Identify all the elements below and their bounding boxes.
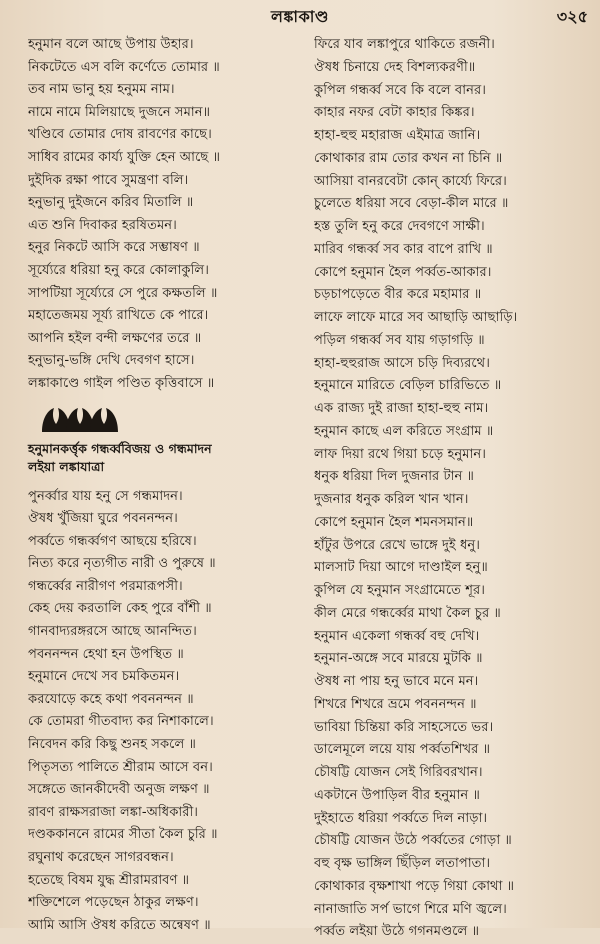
ornament-divider: [40, 404, 303, 436]
verse-block-bottom: [28, 486, 303, 938]
verse-line: কুপিল গন্ধর্ব্ব সবে কি বলে বানর।: [314, 82, 486, 98]
verse-line: করযোড়ে কহে কথা পবননন্দন ॥: [28, 691, 194, 707]
verse-line: এক রাজ্য দুই রাজা হাহা-হুহু নাম।: [314, 401, 489, 416]
verse-line: এত শুনি দিবাকর হরষিতমন।: [28, 217, 177, 233]
verse-line: কে তোমরা গীতবাদ্য কর নিশাকালে।: [28, 714, 214, 730]
verse-line: হতেছে বিষম যুদ্ধ শ্রীরামরাবণ ॥: [28, 872, 190, 888]
verse-line: হনুমান কাছে এল করিতে সংগ্রাম ॥: [314, 423, 494, 439]
verse-line: খণ্ডিবে তোমার দোষ রাবণের কাছে।: [28, 127, 212, 143]
verse-line: পবননন্দন হেথা হন উপস্থিত ॥: [28, 646, 184, 662]
verse-line: পিতৃসত্য পালিতে শ্রীরাম আসে বন।: [28, 759, 213, 775]
verse-block-right: [314, 34, 594, 944]
verse-line: লাফ দিয়া রথে গিয়া চড়ে হনুমান।: [314, 446, 487, 462]
verse-line: শিখরে শিখরে ভ্রমে পবননন্দন ॥: [314, 696, 477, 712]
verse-line: হনুমান বলে আছে উপায় উহার।: [28, 37, 194, 52]
verse-line: মারিব গন্ধর্ব্ব সব কার বাপে রাখি ॥: [314, 241, 493, 257]
verse-line: মহাতেজময় সূর্য্য রাখিতে কে পারে।: [28, 308, 209, 324]
verse-line: নিকটেতে এস বলি কর্ণেতে তোমার ॥: [28, 59, 220, 75]
verse-line: রঘুনাথ করেছেন সাগরবন্ধন।: [28, 850, 174, 865]
verse-line: কোপে হনুমান হৈল পর্ব্বত-আকার।: [314, 264, 492, 280]
verse-line: ঔষধ না পায় হনু ভাবে মনে মন।: [314, 674, 479, 689]
verse-line: নামে নামে মিলিয়াছে দুজনে সমান॥: [28, 104, 211, 120]
verse-line: বহু বৃক্ষ ভাঙ্গিল ছিঁড়িল লতাপাতা।: [314, 856, 491, 871]
verse-line: কুপিল যে হনুমান সংগ্রামেতে শূর।: [314, 583, 485, 598]
verse-line: ঔষধ খুঁজিয়া ঘুরে পবননন্দন।: [28, 511, 178, 527]
verse-line: কোপে হনুমান হৈল শমনসমান॥: [314, 514, 474, 530]
verse-line: হনুর নিকটে আসি করে সম্ভাষণ ॥: [28, 240, 200, 256]
left-column: [28, 34, 303, 937]
verse-line: চৌষট্টি যোজন উঠে পর্ব্বতের গোড়া ॥: [314, 833, 512, 849]
verse-line: মালসাট দিয়া আগে দাণ্ডাইল হনু॥: [314, 560, 488, 576]
verse-line: ভাবিয়া চিন্তিয়া করি সাহসেতে ভর।: [314, 719, 494, 735]
verse-line: আপনি হইল বন্দী লক্ষণের তরে ॥: [28, 330, 202, 346]
verse-line: লঙ্কাকাণ্ডে গাইল পণ্ডিত কৃত্তিবাসে ॥: [28, 375, 215, 391]
verse-line: পুনর্ব্বার যায় হনু সে গন্ধমাদন।: [28, 488, 183, 504]
verse-line: কাহার নফর বেটা কাহার কিঙ্কর।: [314, 105, 475, 121]
verse-line: হনুভানু-ভঙ্গি দেখি দেবগণ হাসে।: [28, 353, 195, 369]
verse-line: হাহা-হুহু মহারাজ এইমাত্র জানি।: [314, 128, 481, 143]
verse-line: হনুমানে মারিতে বেড়িল চারিভিতে ॥: [314, 378, 502, 394]
verse-line: চড়চাপড়েতে বীর করে মহামার ॥: [314, 287, 482, 303]
verse-line: সঙ্গেতে জানকীদেবী অনুজ লক্ষণ ॥: [28, 782, 210, 798]
verse-line: ধনুক ধরিয়া দিল দুজনার টান ॥: [314, 469, 475, 485]
section-heading-line: হনুমানকর্ত্তৃক গন্ধর্ব্ববিজয় ও গন্ধমাদন: [28, 440, 212, 456]
verse-line: হনুভানু দুইজনে করিব মিতালি ॥: [28, 195, 194, 211]
verse-line: হনুমানে দেখে সব চমকিতমন।: [28, 669, 180, 685]
verse-line: কোথাকার বৃক্ষশাখা পড়ে গিয়া কোথা ॥: [314, 878, 515, 894]
verse-line: শক্তিশেলে পড়েছেন ঠাকুর লক্ষণ।: [28, 895, 199, 911]
verse-line: ফিরে যাব লঙ্কাপুরে থাকিতে রজনী।: [314, 37, 495, 52]
verse-line: হনুমান-অঙ্গে সবে মারয়ে মুটকি ॥: [314, 651, 483, 667]
verse-line: নিত্য করে নৃত্যগীত নারী ও পুরুষে ॥: [28, 556, 216, 572]
verse-line: আসিয়া বানরবেটা কোন্ কার্য্যে ফিরে।: [314, 173, 507, 189]
verse-line: হাহা-হুহুরাজ আসে চড়ি দিব্যরথে।: [314, 355, 490, 371]
section-heading: [28, 440, 303, 476]
verse-line: পড়িল গন্ধর্ব্ব সব যায় গড়াগড়ি ॥: [314, 332, 485, 348]
page-number: ৩২৫: [556, 7, 588, 26]
verse-line: দণ্ডককাননে রামের সীতা কৈল চুরি ॥: [28, 827, 218, 843]
verse-line: হস্ত তুলি হনু করে দেবগণে সাক্ষী।: [314, 219, 485, 234]
section-heading-line: লইয়া লঙ্কাযাত্রা: [28, 458, 105, 474]
right-column: [314, 34, 594, 944]
verse-line: পর্ব্বতে গন্ধর্ব্বগণ আছয়ে হরিষে।: [28, 533, 197, 549]
verse-line: গন্ধর্ব্বের নারীগণ পরমারূপসী।: [28, 578, 183, 594]
verse-line: একটানে উপাড়িল বীর হনুমান ॥: [314, 787, 480, 803]
verse-line: হনুমান একেলা গন্ধর্ব্ব বহু দেখি।: [314, 628, 480, 644]
verse-line: নিবেদন করি কিছু শুনহ সকলে ॥: [28, 737, 196, 753]
verse-line: লাফে লাফে মারে সব আছাড়ি আছাড়ি।: [314, 310, 518, 325]
verse-line: সূর্য্যেরে ধরিয়া হনু করে কোলাকুলি।: [28, 262, 209, 278]
verse-line: কোথাকার রাম তোর কখন না চিনি ॥: [314, 150, 503, 166]
verse-line: দুইদিক রক্ষা পাবে সুমন্ত্রণা বলি।: [28, 172, 189, 188]
verse-line: সাপটিয়া সূর্য্যেরে সে পুরে কক্ষতলি ॥: [28, 285, 218, 301]
verse-line: চৌষট্টি যোজন সেই গিরিবরখান।: [314, 765, 483, 780]
running-header: লঙ্কাকাণ্ড: [271, 7, 329, 26]
verse-line: হাঁটুর উপরে রেখে ভাঙ্গে দুই ধনু।: [314, 537, 480, 553]
verse-line: গানবাদ্যরঙ্গরসে আছে আনন্দিত।: [28, 624, 197, 640]
verse-line: তব নাম ভানু হয় হনুমম নাম।: [28, 82, 175, 98]
verse-line: পর্ব্বত লইয়া উঠে গগনমণ্ডলে ॥: [314, 924, 480, 940]
lotus-ornament-icon: [40, 406, 122, 434]
verse-line: কীল মেরে গন্ধর্ব্বের মাথা কৈল চুর ॥: [314, 605, 501, 621]
verse-line: সাধিব রামের কার্য্য যুক্তি হেন আছে ॥: [28, 149, 221, 165]
verse-line: নানাজাতি সর্প ভাগে শিরে মণি জ্বলে।: [314, 901, 507, 917]
verse-line: আমি আসি ঔষধ করিতে অন্বেষণ ॥: [28, 917, 211, 933]
verse-line: দুইহাতে ধরিয়া পর্ব্বতে দিল নাড়া।: [314, 810, 488, 826]
verse-line: ডালেমূলে লয়ে যায় পর্ব্বতশিখর ॥: [314, 742, 491, 758]
verse-line: রাবণ রাক্ষসরাজা লঙ্কা-অধিকারী।: [28, 804, 198, 820]
verse-line: চুলেতে ধরিয়া সবে বেড়া-কীল মারে ॥: [314, 196, 509, 212]
verse-line: কেহ দেয় করতালি কেহ পুরে বাঁশী ॥: [28, 601, 212, 617]
verse-line: দুজনার ধনুক করিল খান খান।: [314, 492, 469, 507]
verse-block-top: [28, 34, 303, 396]
verse-line: ঔষধ চিনায়ে দেহ বিশল্যকরণী॥: [314, 59, 476, 75]
